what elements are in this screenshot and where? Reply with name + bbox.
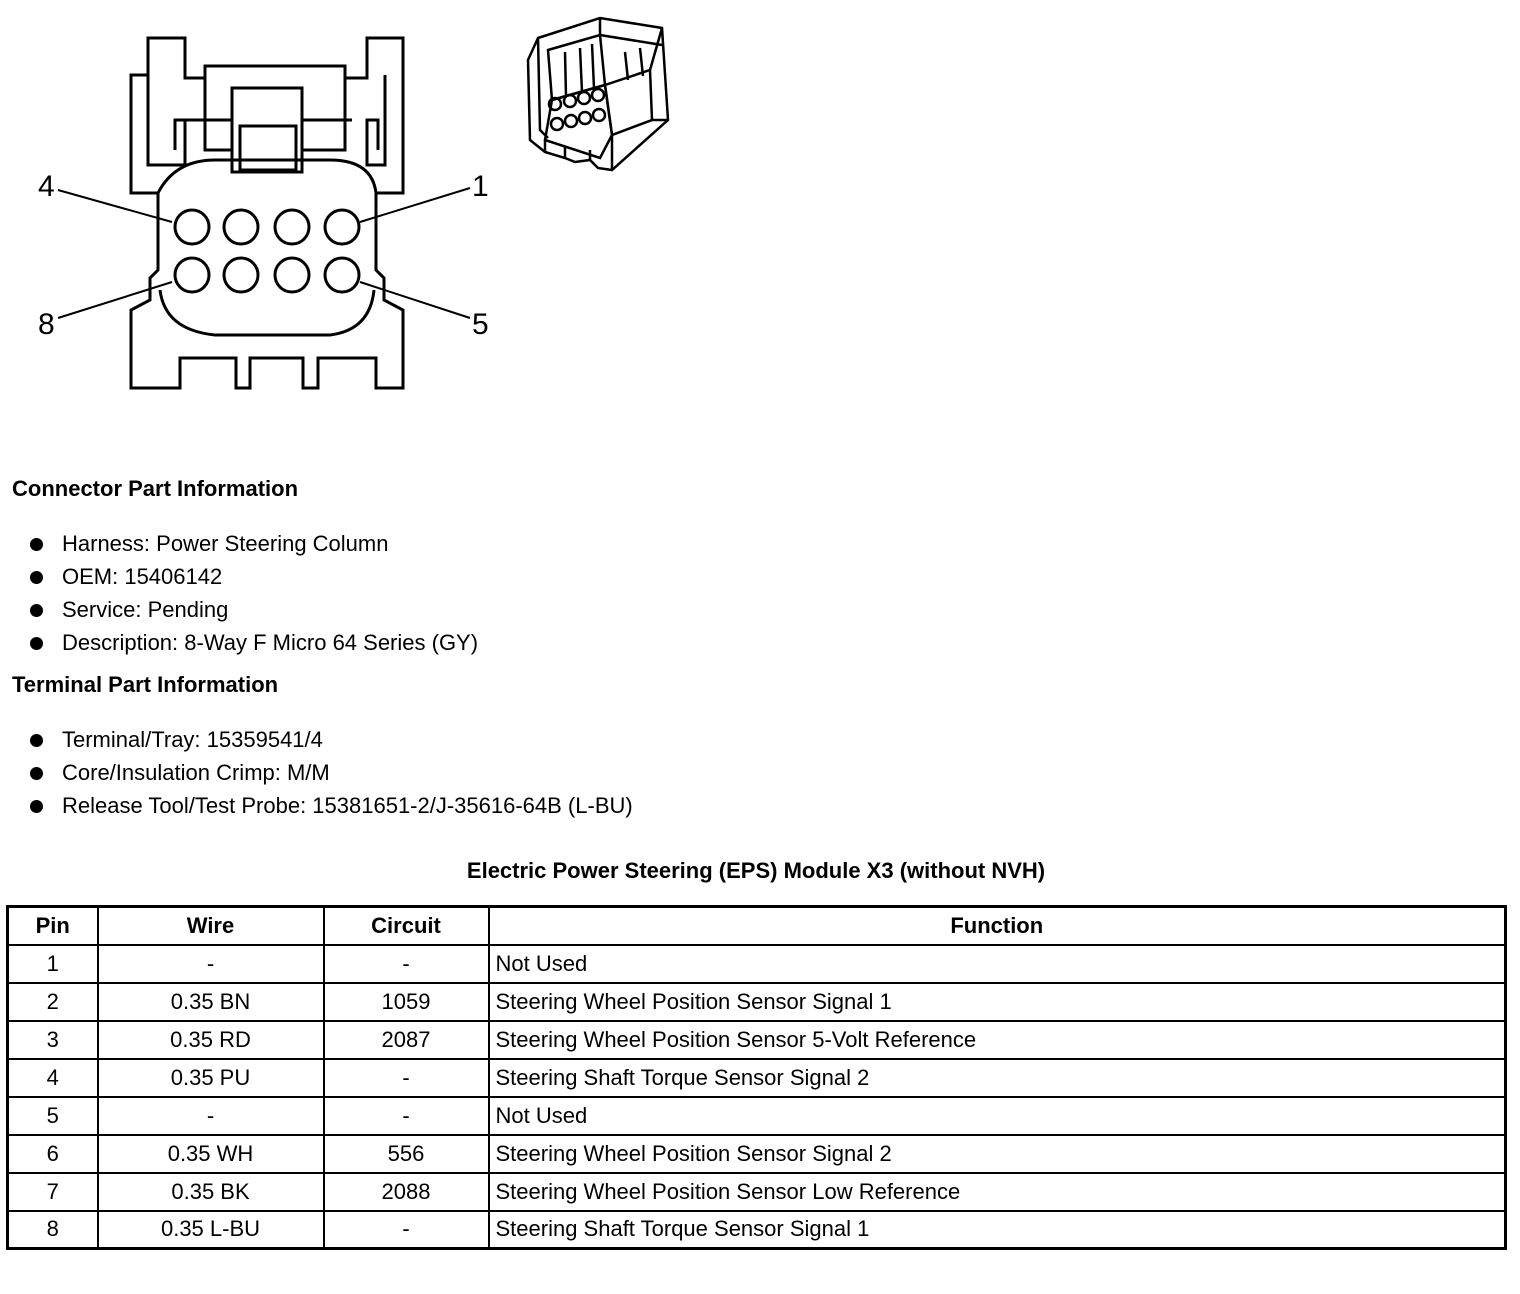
- table-row: [8, 1135, 1506, 1173]
- pin-label-1: 1: [472, 170, 489, 203]
- cell-function: Steering Wheel Position Sensor Signal 1: [489, 983, 1506, 1021]
- header-function: Function: [489, 907, 1506, 945]
- cell-pin: 6: [8, 1135, 98, 1173]
- cell-pin: 8: [8, 1211, 98, 1249]
- pin-label-8: 8: [38, 308, 55, 341]
- connector-isometric-view: [528, 18, 668, 170]
- cell-wire: 0.35 BN: [98, 983, 324, 1021]
- cell-function: Steering Wheel Position Sensor Signal 2: [489, 1135, 1506, 1173]
- connector-service: Service: Pending: [62, 597, 229, 622]
- cell-pin: 3: [8, 1021, 98, 1059]
- cell-pin: 4: [8, 1059, 98, 1097]
- cell-wire: 0.35 WH: [98, 1135, 324, 1173]
- terminal-tray: Terminal/Tray: 15359541/4: [62, 727, 323, 752]
- terminal-info-heading: Terminal Part Information: [12, 672, 279, 697]
- cell-pin: 2: [8, 983, 98, 1021]
- connector-description: Description: 8-Way F Micro 64 Series (GY): [62, 630, 479, 655]
- bullet-icon: [30, 734, 43, 747]
- table-title: Electric Power Steering (EPS) Module X3 (without NVH): [466, 858, 1046, 883]
- table-header-row: [8, 907, 1506, 945]
- table-row: [8, 983, 1506, 1021]
- table-row: [8, 1059, 1506, 1097]
- connector-info-item: [28, 593, 478, 626]
- cell-circuit: 1059: [324, 983, 489, 1021]
- cell-wire: -: [98, 945, 324, 983]
- cell-wire: 0.35 L-BU: [98, 1211, 324, 1249]
- connector-info-item: [28, 527, 478, 560]
- header-circuit: Circuit: [324, 907, 489, 945]
- cell-wire: 0.35 BK: [98, 1173, 324, 1211]
- cell-pin: 5: [8, 1097, 98, 1135]
- terminal-info-list: [28, 723, 633, 822]
- connector-oem: OEM: 15406142: [62, 564, 223, 589]
- connector-info-item: [28, 560, 478, 593]
- connector-info-heading: Connector Part Information: [12, 476, 299, 501]
- cell-pin: 7: [8, 1173, 98, 1211]
- cell-function: Steering Shaft Torque Sensor Signal 1: [489, 1211, 1506, 1249]
- cell-function: Steering Wheel Position Sensor Low Reference: [489, 1173, 1506, 1211]
- cell-wire: 0.35 RD: [98, 1021, 324, 1059]
- cell-function: Not Used: [489, 945, 1506, 983]
- connector-info-item: [28, 626, 478, 659]
- table-row: [8, 1173, 1506, 1211]
- table-row: [8, 1021, 1506, 1059]
- bullet-icon: [30, 604, 43, 617]
- header-wire: Wire: [98, 907, 324, 945]
- cell-circuit: -: [324, 1211, 489, 1249]
- cell-circuit: -: [324, 1097, 489, 1135]
- cell-circuit: 556: [324, 1135, 489, 1173]
- cell-wire: 0.35 PU: [98, 1059, 324, 1097]
- pinout-table: [6, 905, 1507, 1250]
- bullet-icon: [30, 571, 43, 584]
- cell-wire: -: [98, 1097, 324, 1135]
- terminal-info-item: [28, 789, 633, 822]
- bullet-icon: [30, 767, 43, 780]
- terminal-info-item: [28, 756, 633, 789]
- terminal-crimp: Core/Insulation Crimp: M/M: [62, 760, 330, 785]
- terminal-info-item: [28, 723, 633, 756]
- cell-function: Steering Shaft Torque Sensor Signal 2: [489, 1059, 1506, 1097]
- pin-label-5: 5: [472, 308, 489, 341]
- pin-label-4: 4: [38, 170, 55, 203]
- cell-circuit: -: [324, 1059, 489, 1097]
- bullet-icon: [30, 538, 43, 551]
- cell-pin: 1: [8, 945, 98, 983]
- cell-circuit: -: [324, 945, 489, 983]
- bullet-icon: [30, 800, 43, 813]
- cell-circuit: 2088: [324, 1173, 489, 1211]
- connector-diagram: [0, 0, 700, 450]
- table-row: [8, 945, 1506, 983]
- connector-harness: Harness: Power Steering Column: [62, 531, 389, 556]
- bullet-icon: [30, 637, 43, 650]
- table-row: [8, 1211, 1506, 1249]
- terminal-release-tool: Release Tool/Test Probe: 15381651-2/J-35616-64B (L-BU): [62, 793, 633, 818]
- cell-function: Not Used: [489, 1097, 1506, 1135]
- connector-face-view: [58, 38, 470, 388]
- header-pin: Pin: [8, 907, 98, 945]
- cell-function: Steering Wheel Position Sensor 5-Volt Reference: [489, 1021, 1506, 1059]
- connector-info-list: [28, 527, 478, 659]
- table-row: [8, 1097, 1506, 1135]
- cell-circuit: 2087: [324, 1021, 489, 1059]
